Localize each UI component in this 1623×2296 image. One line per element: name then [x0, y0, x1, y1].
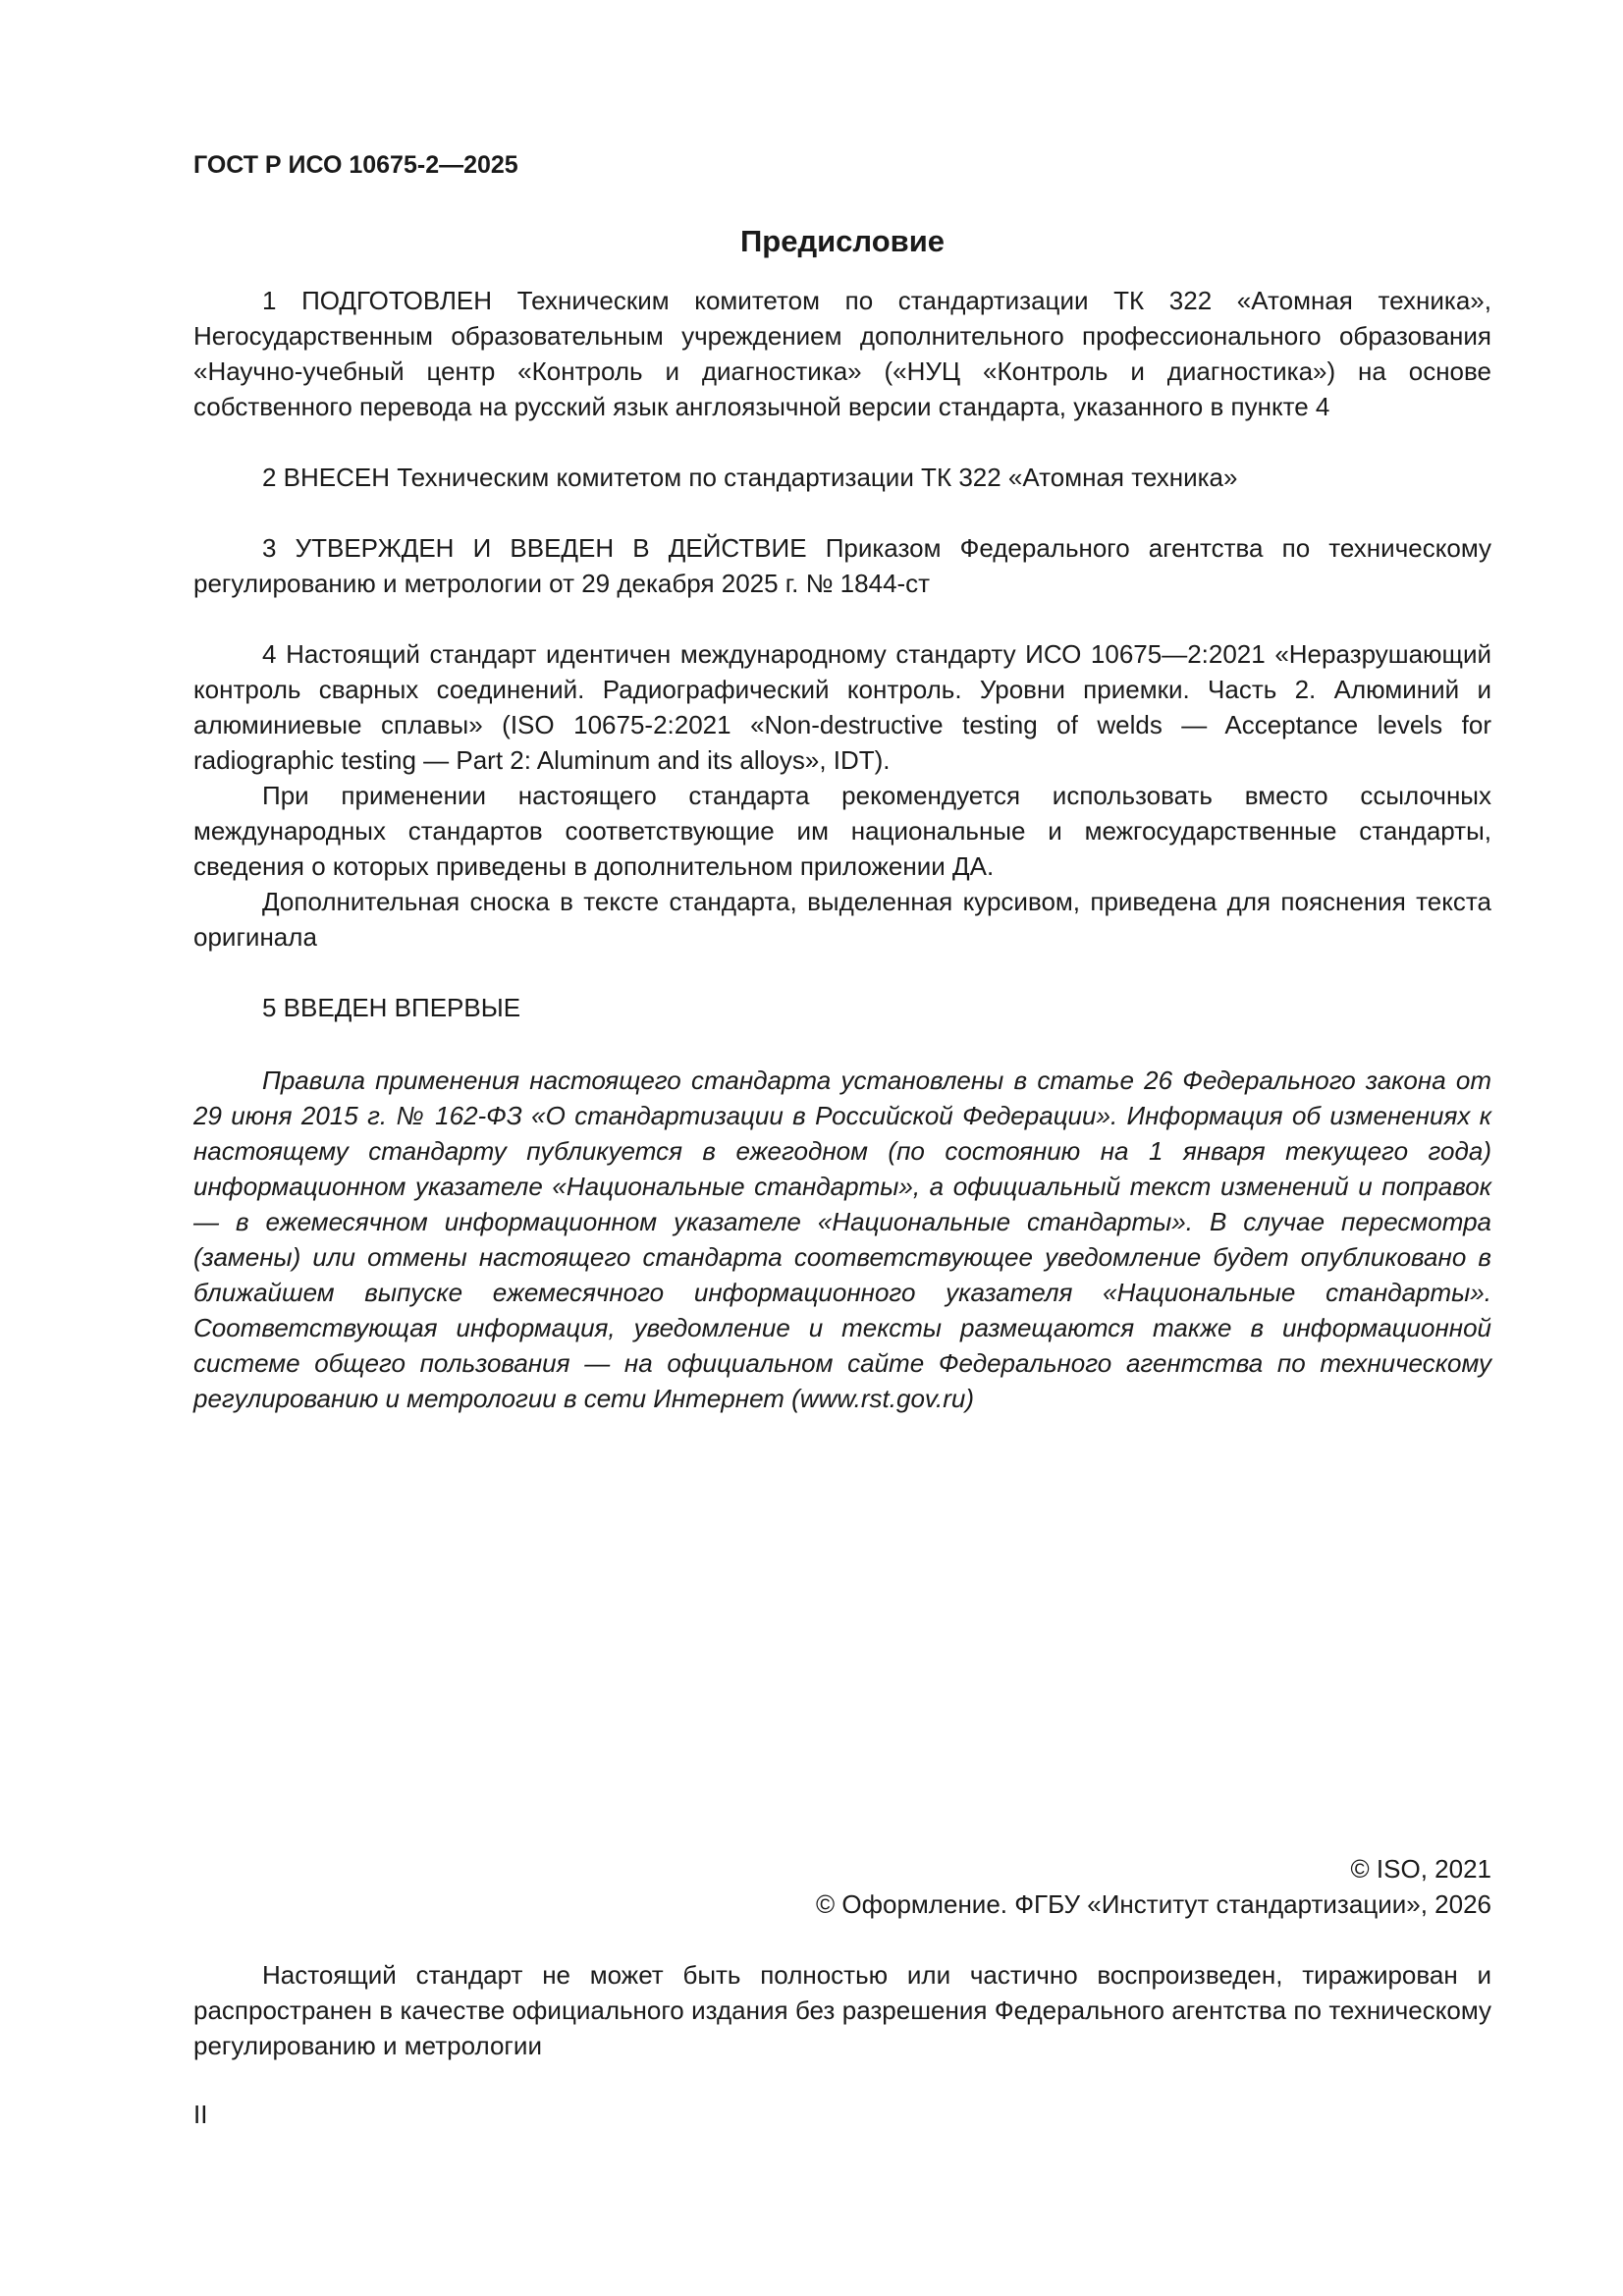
foreword-item-2: 2 ВНЕСЕН Техническим комитетом по стандартизации ТК 322 «Атомная техника»	[262, 463, 1238, 492]
reproduction-notice	[193, 1957, 1491, 2063]
foreword-title: Предисловие	[739, 224, 945, 258]
foreword-item-5: 5 ВВЕДЕН ВПЕРВЫЕ	[262, 993, 521, 1022]
reproduction-notice-text: Настоящий стандарт не может быть полностью или частично воспроизведен, тиражирован и распространен в качестве официального издания без разрешения Федерального агентства по техническому регулированию и метрологии	[193, 1960, 1491, 2060]
application-rules-text: Правила применения настоящего стандарта установлены в статье 26 Федерального закона от 29 июня 2015 г. № 162-ФЗ «О стандартизации в Российской Федерации». Информация об изменениях к настоящему стандарту публикуется в ежегодном (по состоянию на 1 января текущего года) информационном указателе «Национальные стандарты», а официальный текст изменений и поправок — в ежемесячном информационном указателе «Национальные стандарты». В случае пересмотра (замены) или отмены настоящего стандарта соответствующее уведомление будет опубликовано в ближайшем выпуске ежемесячного информационного указателя «Национальные стандарты». Соответствующая информация, уведомление и тексты размещаются также в информационной системе общего пользования — на официальном сайте Федерального агентства по техническому регулированию и метрологии в сети Интернет (www.rst.gov.ru)	[193, 1066, 1491, 1413]
copyright-block	[816, 1851, 1491, 1922]
foreword-item-3: 3 УТВЕРЖДЕН И ВВЕДЕН В ДЕЙСТВИЕ Приказом Федерального агентства по техническому регулированию и метрологии от 29 декабря 2025 г. № 1844-ст	[193, 533, 1491, 598]
standard-code: ГОСТ Р ИСО 10675-2—2025	[193, 151, 518, 179]
foreword-item-4-paragraph-2: При применении настоящего стандарта рекомендуется использовать вместо ссылочных международных стандартов соответствующие им национальные и межгосударственные стандарты, сведения о которых приведены в дополнительном приложении ДА.	[193, 781, 1491, 881]
foreword-item-4: 4 Настоящий стандарт идентичен международному стандарту ИСО 10675—2:2021 «Неразрушающий контроль сварных соединений. Радиографический контроль. Уровни приемки. Часть 2. Алюминий и алюминиевые сплавы» (ISO 10675-2:2021 «Non-destructive testing of welds — Acceptance levels for radiographic testing — Part 2: Aluminum and its alloys», IDT).	[193, 639, 1491, 775]
application-rules-notice	[193, 1063, 1491, 1416]
page-number: II	[193, 2100, 208, 2129]
copyright-iso: © ISO, 2021	[1350, 1854, 1491, 1884]
foreword-item-4-paragraph-3: Дополнительная сноска в тексте стандарта, выделенная курсивом, приведена для пояснения текста оригинала	[193, 887, 1491, 952]
copyright-design: © Оформление. ФГБУ «Институт стандартизации», 2026	[816, 1889, 1491, 1919]
foreword-body	[193, 283, 1491, 1025]
foreword-item-1: 1 ПОДГОТОВЛЕН Техническим комитетом по стандартизации ТК 322 «Атомная техника», Негосударственным образовательным учреждением дополнительного профессионального образования «Научно-учебный центр «Контроль и диагностика» («НУЦ «Контроль и диагностика») на основе собственного перевода на русский язык англоязычной версии стандарта, указанного в пункте 4	[193, 286, 1491, 421]
